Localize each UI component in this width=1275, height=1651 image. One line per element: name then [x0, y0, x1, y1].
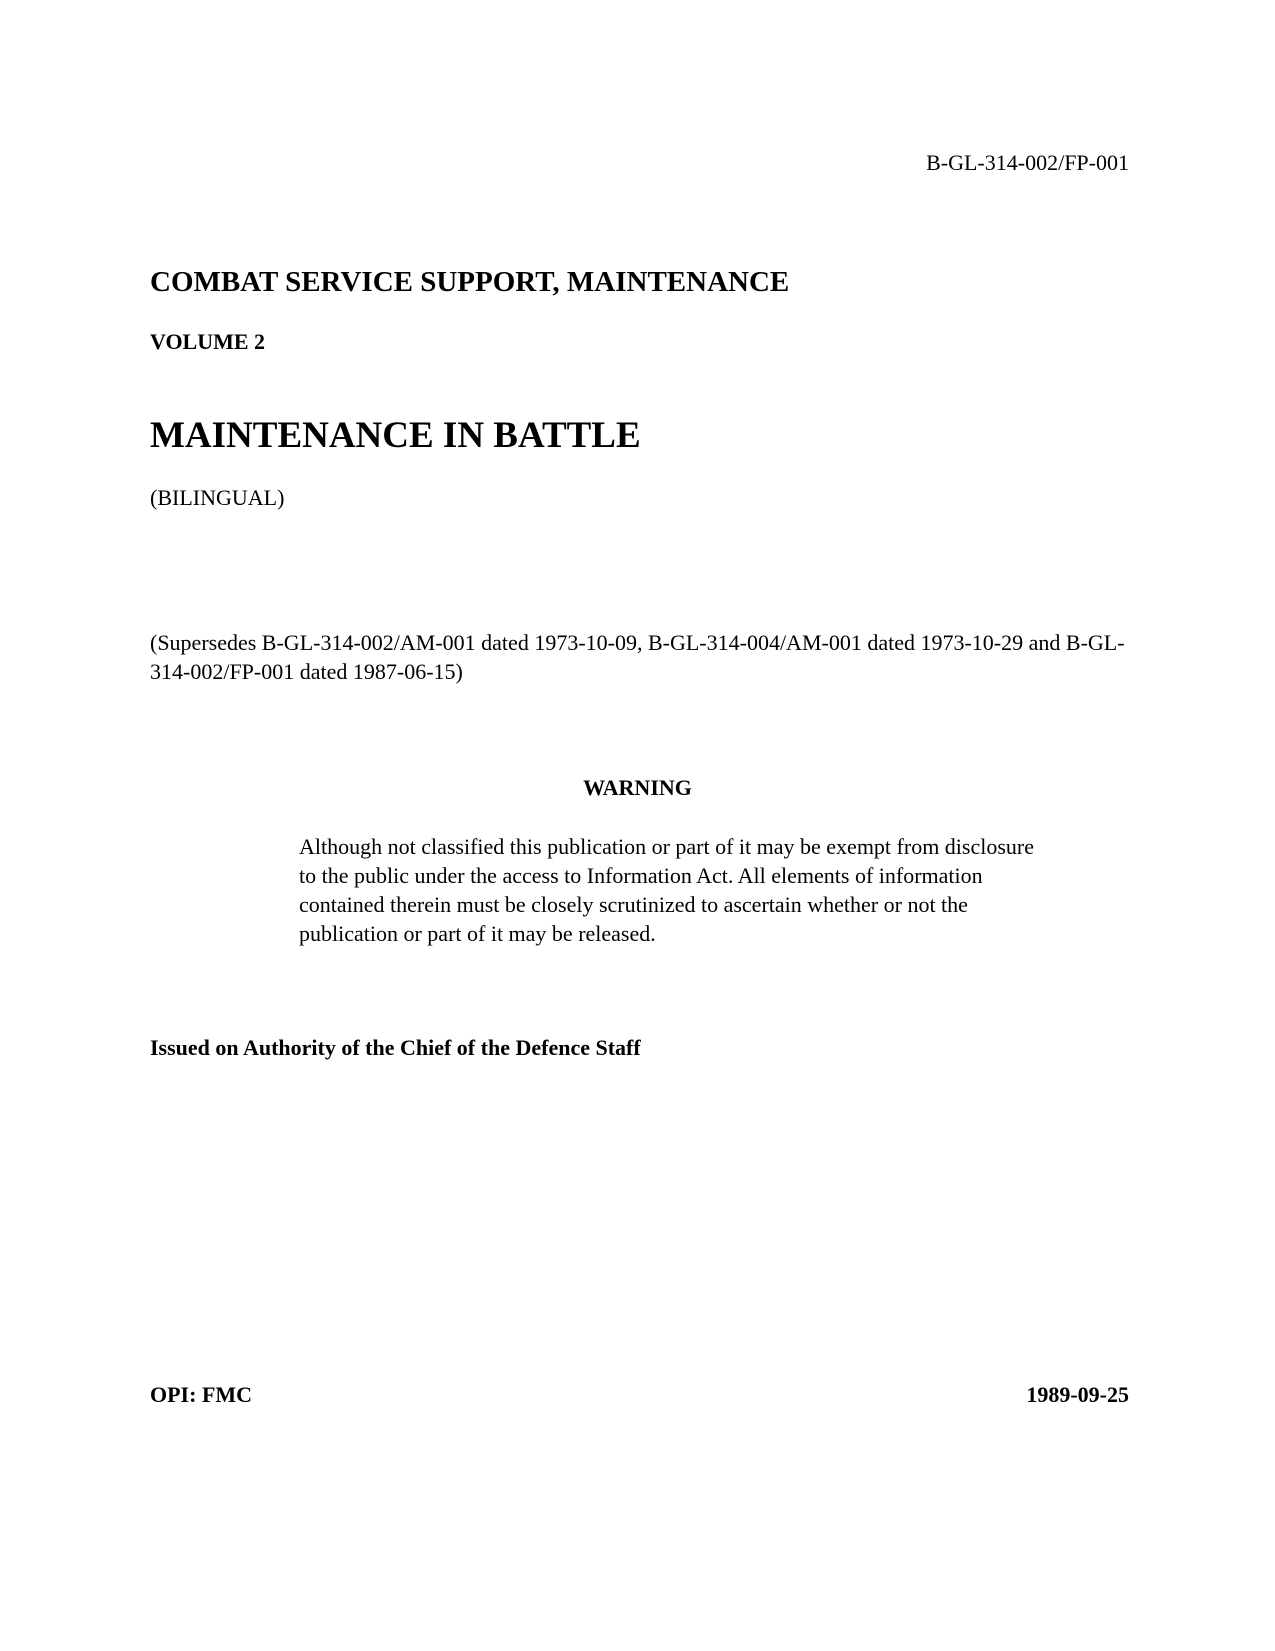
supersedes-note: (Supersedes B-GL-314-002/AM-001 dated 1973-10-09, B-GL-314-004/AM-001 dated 1973-10-29 and B-GL-314-002/FP-001 dated 1987-06-15): [150, 630, 1125, 684]
warning-text: Although not classified this publication or part of it may be exempt from disclosure to the public under the access to Information Act. All elements of information contained therein must be closely scrutinized to ascertain whether or not the publication or part of it may be released.: [299, 834, 1035, 946]
document-number: B-GL-314-002/FP-001: [926, 150, 1129, 175]
series-title: COMBAT SERVICE SUPPORT, MAINTENANCE: [150, 266, 790, 298]
volume-label: VOLUME 2: [150, 329, 266, 354]
warning-heading: WARNING: [583, 775, 692, 800]
authority-statement: Issued on Authority of the Chief of the Defence Staff: [150, 1035, 641, 1060]
opi-label: OPI: FMC: [150, 1382, 253, 1407]
bilingual-note: (BILINGUAL): [150, 485, 285, 510]
issue-date: 1989-09-25: [1026, 1382, 1129, 1407]
main-title: MAINTENANCE IN BATTLE: [150, 415, 641, 456]
